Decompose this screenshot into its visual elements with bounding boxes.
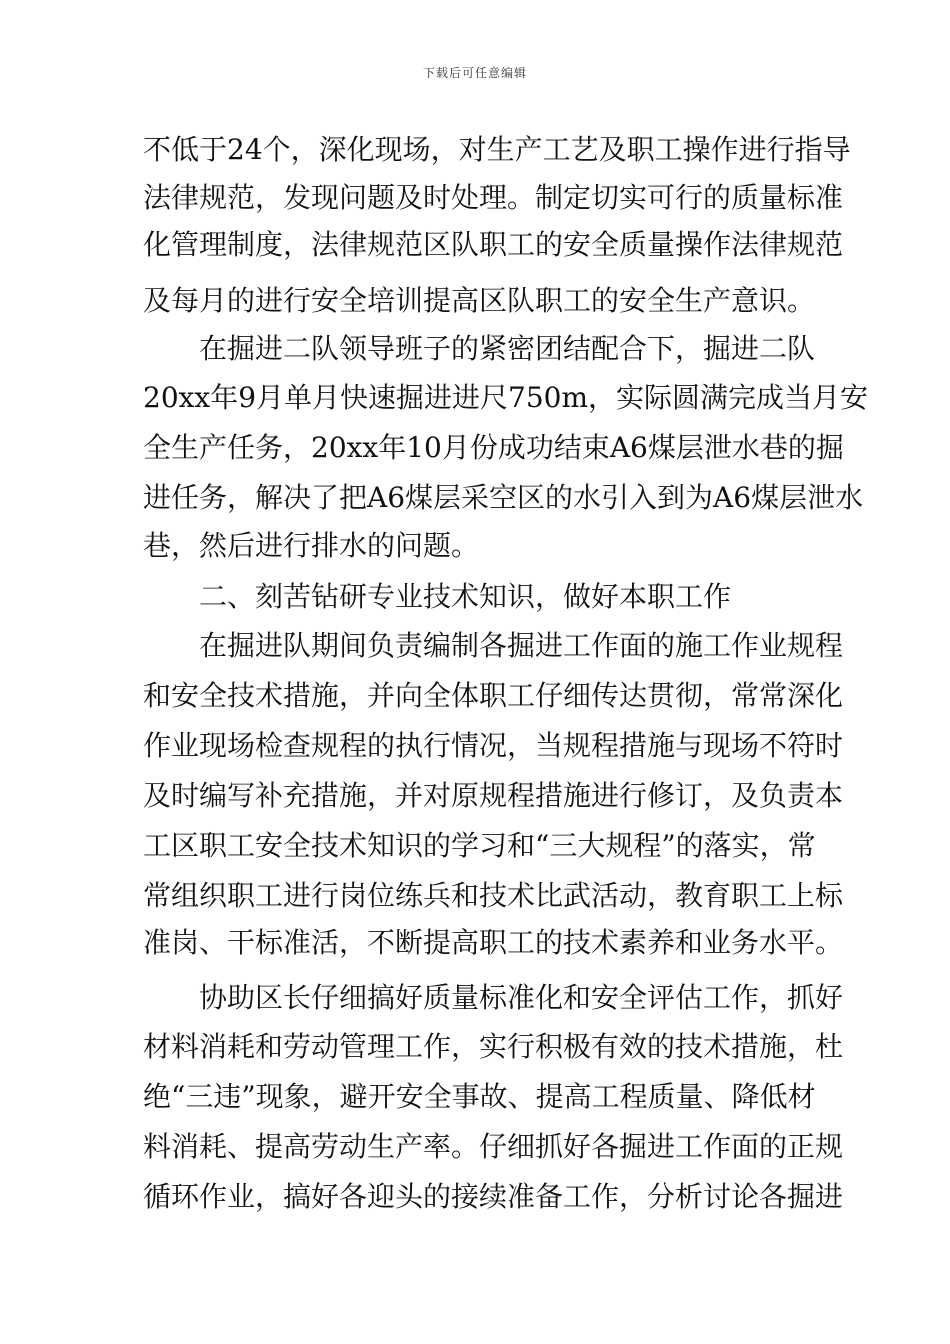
text-line: 材料消耗和劳动管理工作，实行积极有效的技术措施，杜 — [143, 1030, 844, 1063]
text-line: 20xx年9月单月快速掘进进尺750m，实际圆满完成当月安 — [143, 381, 869, 414]
page-header: 下载后可任意编辑 — [422, 66, 527, 80]
text-line: 进任务，解决了把A6煤层采空区的水引入到为A6煤层泄水 — [143, 481, 864, 514]
text-line: 在掘进二队领导班子的紧密团结配合下，掘进二队 — [143, 332, 816, 365]
text-line: 及时编写补充措施，并对原规程措施进行修订，及负责本 — [143, 779, 844, 812]
section-heading: 二、刻苦钻研专业技术知识，做好本职工作 — [143, 580, 732, 613]
text-line: 巷，然后进行排水的问题。 — [143, 529, 480, 562]
text-line: 循环作业，搞好各迎头的接续准备工作，分析讨论各掘进 — [143, 1180, 844, 1213]
text-line: 作业现场检查规程的执行情况，当规程措施与现场不符时 — [143, 729, 844, 762]
text-line: 化管理制度，法律规范区队职工的安全质量操作法律规范 — [143, 228, 844, 261]
text-line: 常组织职工进行岗位练兵和技术比武活动，教育职工上标 — [143, 879, 844, 912]
text-line: 准岗、干标准活，不断提高职工的技术素养和业务水平。 — [143, 926, 844, 959]
text-line: 协助区长仔细搞好质量标准化和安全评估工作，抓好 — [143, 981, 844, 1014]
text-line: 全生产任务，20xx年10月份成功结束A6煤层泄水巷的掘 — [143, 431, 844, 464]
text-line: 工区职工安全技术知识的学习和“三大规程”的落实，常 — [143, 829, 816, 862]
text-line: 在掘进队期间负责编制各掘进工作面的施工作业规程 — [143, 629, 844, 662]
text-line: 不低于24个，深化现场，对生产工艺及职工操作进行指导 — [143, 133, 851, 166]
text-line: 和安全技术措施，并向全体职工仔细传达贯彻，常常深化 — [143, 679, 844, 712]
text-line: 法律规范，发现问题及时处理。制定切实可行的质量标准 — [143, 181, 844, 214]
text-line: 绝“三违”现象，避开安全事故、提高工程质量、降低材 — [143, 1080, 816, 1113]
text-line: 料消耗、提高劳动生产率。仔细抓好各掘进工作面的正规 — [143, 1130, 844, 1163]
text-line: 及每月的进行安全培训提高区队职工的安全生产意识。 — [143, 284, 816, 317]
